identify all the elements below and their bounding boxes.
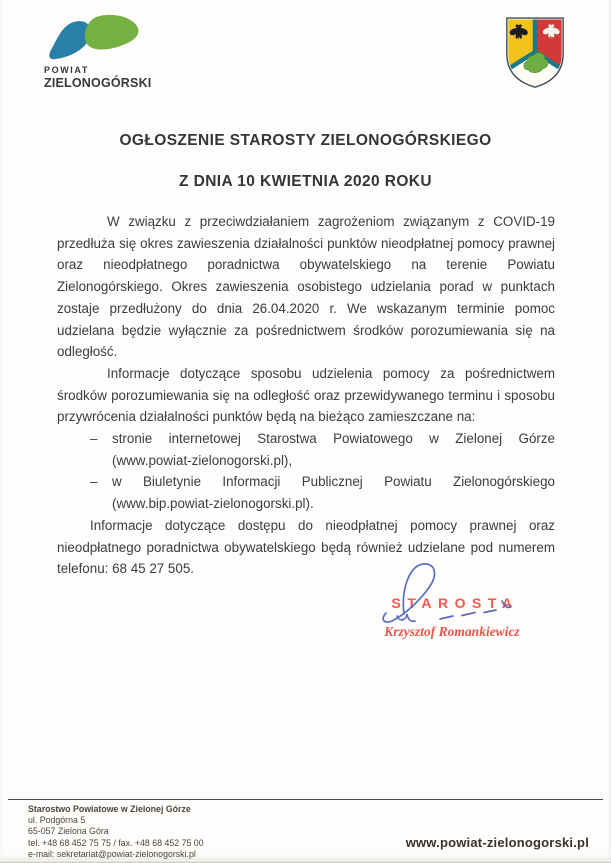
footer-contact-block (28, 804, 204, 860)
powiat-logo (44, 14, 154, 90)
footer-address-city: 65-057 Zielona Góra (28, 826, 109, 837)
paragraph-1: W związku z przeciwdziałaniem zagrożeniom związanym z COVID-19 przedłuża się okres zawieszenia działalności punktów nieodpłatnej pomocy prawnej oraz nieodpłatnego poradnictwa obywatelskiego na terenie Powiatu Zielonogórskiego. Okres zawieszenia osobistego udzielania porad w punktach zostaje przedłużony do dnia 26.04.2020 r. We wskazanym terminie pomoc udzielana będzie wyłącznie za pośrednictwem środków porozumiewania się na odległość. (57, 214, 555, 360)
bullet-item (57, 428, 555, 471)
bullet-list (57, 428, 555, 515)
signature-block (352, 558, 552, 653)
announcement-title-line1: OGŁOSZENIE STAROSTY ZIELONOGÓRSKIEGO (119, 132, 492, 149)
footer-divider (8, 799, 603, 800)
logo-wordmark (44, 66, 154, 90)
handwritten-signature-icon (352, 558, 552, 653)
bullet-dash: – (90, 474, 98, 490)
signer-name: Krzysztof Romankiewicz (384, 624, 520, 639)
paragraph-2: Informacje dotyczące sposobu udzielenia pomocy za pośrednictwem środków porozumiewania się na odległość oraz przewidywanego terminu i sposobu przywrócenia działalności punktów będą na bieżąco zamieszczane na: (57, 365, 555, 425)
announcement-body (57, 211, 555, 580)
bullet-text: w Biuletynie Informacji Publicznej Powiatu Zielonogórskiego (www.bip.powiat-zielonogorski.pl). (112, 474, 555, 512)
paragraph-3: Informacje dotyczące dostępu do nieodpłatnej pomocy prawnej oraz nieodpłatnego poradnictwa obywatelskiego będą również udzielane pod numerem telefonu: 68 45 27 505. (57, 517, 555, 577)
logo-line2: ZIELONOGÓRSKI (44, 76, 152, 90)
footer-address-street: ul. Podgórna 5 (28, 815, 86, 826)
bullet-dash: – (90, 431, 98, 447)
county-crest-icon (503, 12, 567, 92)
bullet-text: stronie internetowej Starostwa Powiatowego w Zielonej Górze (www.powiat-zielonogorski.pl), (112, 431, 555, 468)
footer-phone: tel. +48 68 452 75 75 / fax. +48 68 452 75 00 (28, 837, 204, 848)
footer-email: e-mail: sekretariat@powiat-zielonogorski.pl (28, 848, 196, 859)
footer-website: www.powiat-zielonogorski.pl (405, 835, 589, 850)
announcement-title-line2: Z DNIA 10 KWIETNIA 2020 ROKU (179, 173, 432, 190)
logo-line1: POWIAT (44, 65, 89, 75)
bullet-item (57, 471, 555, 514)
footer-org-name: Starostwo Powiatowe w Zielonej Górze (28, 804, 191, 814)
starosta-stamp: STAROSTA (391, 595, 519, 611)
logo-petals-icon (44, 14, 144, 64)
